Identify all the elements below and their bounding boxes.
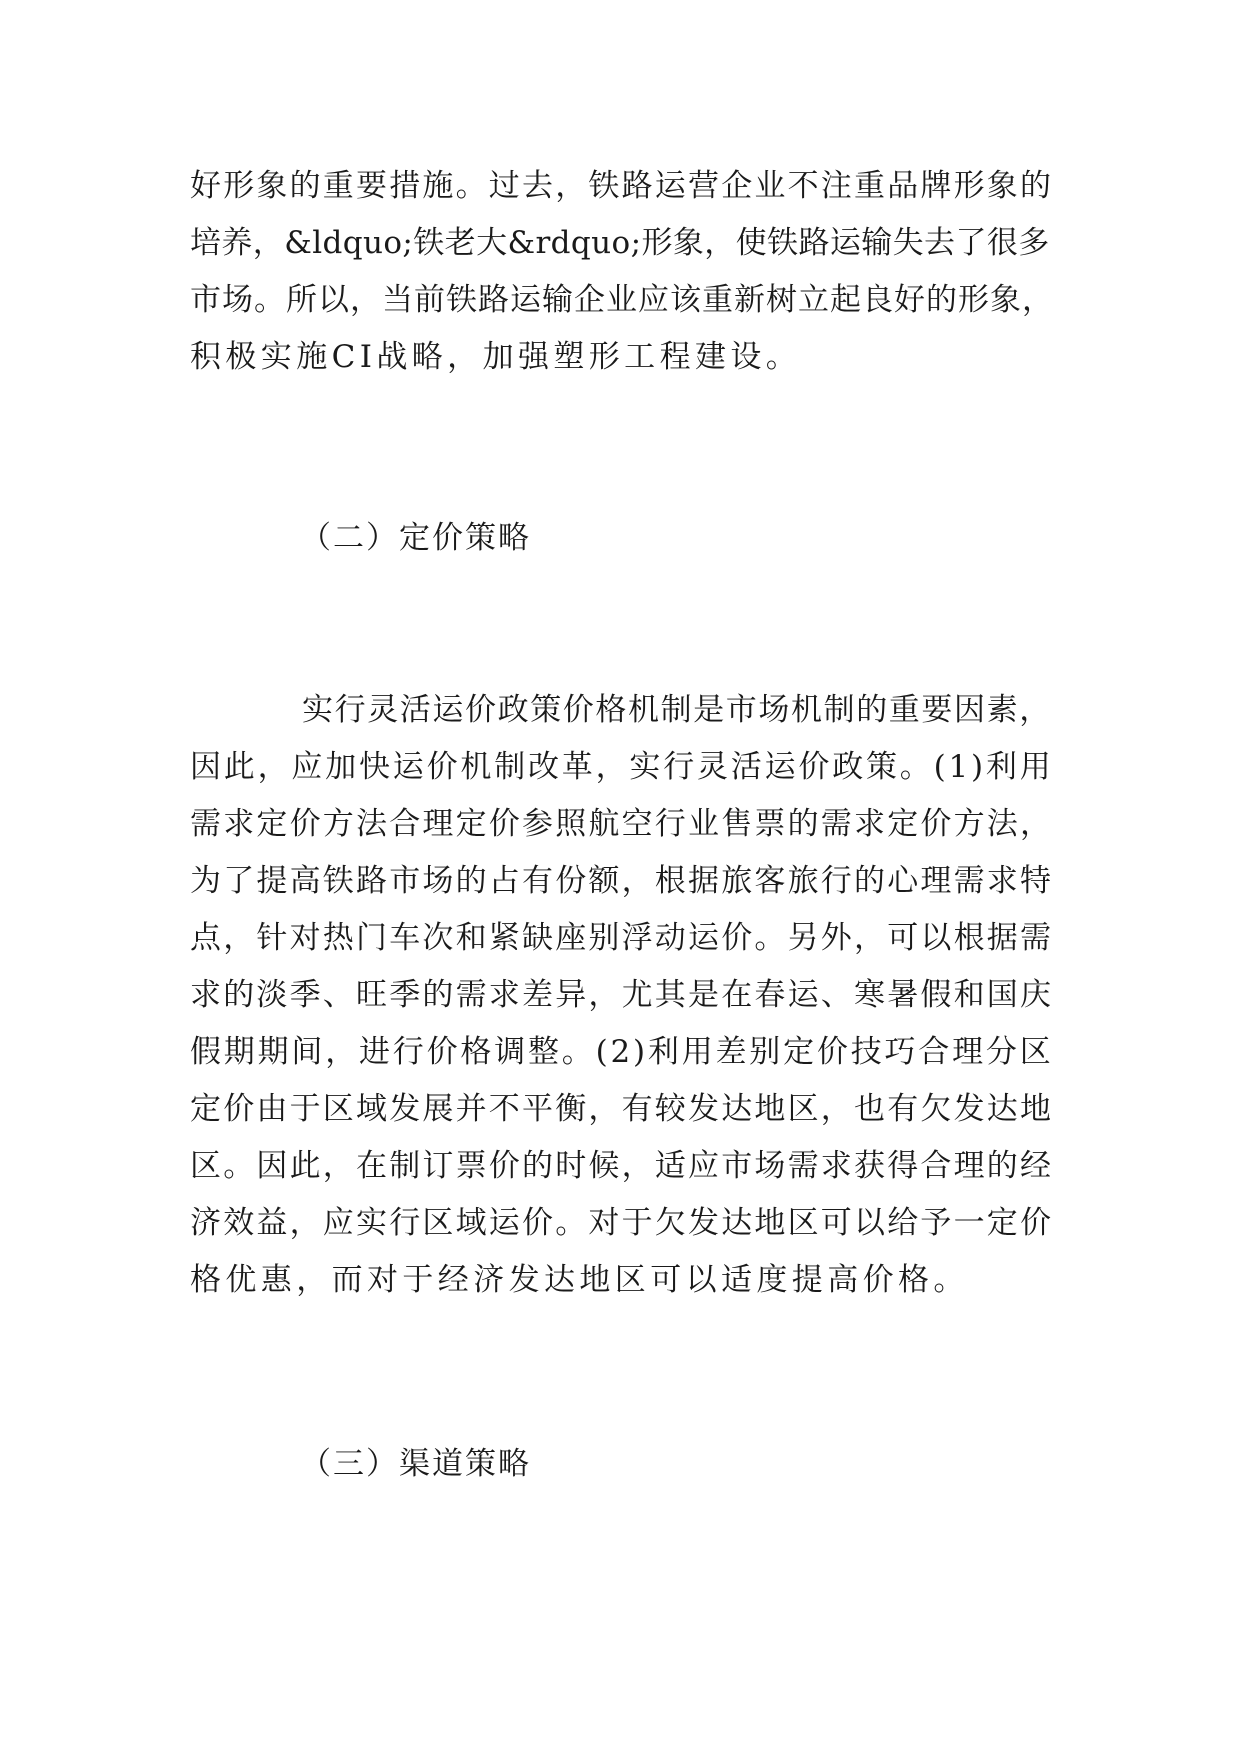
paragraph-line: 市场。所以，当前铁路运输企业应该重新树立起良好的形象，: [190, 282, 1054, 318]
paragraph-line: 格优惠，而对于经济发达地区可以适度提高价格。: [190, 1262, 969, 1298]
paragraph-line: 点，针对热门车次和紧缺座别浮动运价。另外，可以根据需: [190, 920, 1054, 956]
paragraph-line: 因此，应加快运价机制改革，实行灵活运价政策。(1)利用: [190, 749, 1054, 785]
paragraph-line: 济效益，应实行区域运价。对于欠发达地区可以给予一定价: [190, 1205, 1054, 1241]
paragraph-line: 积极实施CI战略，加强塑形工程建设。: [190, 339, 802, 375]
paragraph-line: 区。因此，在制订票价的时候，适应市场需求获得合理的经: [190, 1148, 1054, 1184]
paragraph-line: 求的淡季、旺季的需求差异，尤其是在春运、寒暑假和国庆: [190, 977, 1054, 1013]
paragraph-line: 定价由于区域发展并不平衡，有较发达地区，也有欠发达地: [190, 1091, 1054, 1127]
paragraph-line: 好形象的重要措施。过去，铁路运营企业不注重品牌形象的: [190, 168, 1054, 204]
paragraph-line: 假期期间，进行价格调整。(2)利用差别定价技巧合理分区: [190, 1034, 1054, 1070]
section-heading-pricing: （二）定价策略: [300, 520, 531, 556]
paragraph-line: 需求定价方法合理定价参照航空行业售票的需求定价方法，: [190, 806, 1054, 842]
section-heading-channel: （三）渠道策略: [300, 1446, 531, 1482]
paragraph-line: 为了提高铁路市场的占有份额，根据旅客旅行的心理需求特: [190, 863, 1054, 899]
paragraph-line: 培养，&ldquo;铁老大&rdquo;形象，使铁路运输失去了很多: [190, 225, 1050, 261]
paragraph-line: 实行灵活运价政策价格机制是市场机制的重要因素，: [302, 692, 1052, 728]
